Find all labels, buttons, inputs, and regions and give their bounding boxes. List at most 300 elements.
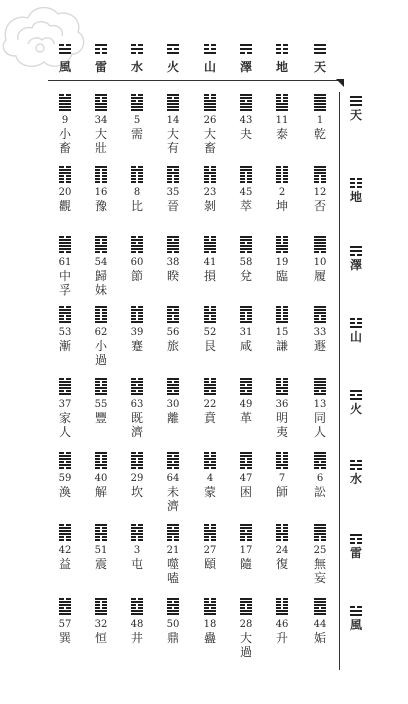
yin-line [59,178,64,180]
yin-line [138,536,143,538]
yang-line [240,309,252,311]
yin-line [283,236,288,238]
yang-line [59,309,71,311]
hexagram-number: 6 [316,473,324,484]
hexagram-number: 26 [203,115,217,126]
yang-line [167,610,179,612]
hexagram-icon [204,378,216,396]
hexagram-number: 39 [130,327,144,338]
yin-line [357,460,362,462]
yin-line [240,172,245,174]
yin-line [102,312,107,314]
hexagram-icon [276,94,288,112]
yang-line [204,52,216,54]
yin-line [131,166,136,168]
hexagram-name: 睽 [166,269,179,283]
yin-line [211,239,216,241]
yin-line [204,527,209,529]
hexagram-number: 61 [58,257,72,268]
yang-line [59,464,71,466]
yin-line [204,306,209,308]
yang-line [240,106,252,108]
yin-line [167,381,172,383]
yang-line [240,245,252,247]
yang-line [314,378,326,380]
yang-line [131,106,143,108]
yin-line [131,181,136,183]
hexagram-icon [240,166,252,184]
hexagram-icon [131,452,143,470]
yang-line [131,109,143,111]
yin-line [240,536,245,538]
yin-line [211,455,216,457]
yin-line [102,178,107,180]
yin-line [95,97,100,99]
yang-line [95,321,107,323]
yang-line [240,455,252,457]
yin-line [321,461,326,463]
yang-line [131,455,143,457]
yin-line [240,181,245,183]
yang-line [59,312,71,314]
yang-line [240,464,252,466]
yang-line [240,94,252,96]
yin-line [138,166,143,168]
yin-line [174,251,179,253]
yang-line [167,598,179,600]
yin-line [314,390,319,392]
yin-line [102,461,107,463]
yin-line [276,524,281,526]
yin-line [283,44,288,46]
yin-line [138,178,143,180]
hexagram-number: 27 [203,545,217,556]
yin-line [283,318,288,320]
yin-line [167,536,172,538]
row-label: 風 [350,618,363,632]
yin-line [174,455,179,457]
hexagram-name: 益 [58,557,71,571]
yang-line [314,248,326,250]
hexagram-name: 大有 [166,127,179,155]
yang-line [59,387,71,389]
yang-line [240,321,252,323]
yin-line [131,44,136,46]
column-label: 天 [313,60,326,74]
yin-line [240,52,245,54]
yang-line [95,613,107,615]
hexagram-number: 63 [130,399,144,410]
hexagram-name: 萃 [239,199,252,213]
yang-line [131,321,143,323]
yin-line [59,539,64,541]
hexagram-number: 29 [130,473,144,484]
yin-line [102,239,107,241]
hexagram-icon [204,524,216,542]
yin-line [211,539,216,541]
yang-line [240,169,252,171]
yin-line [314,461,319,463]
yin-line [95,539,100,541]
yin-line [357,394,362,396]
yin-line [283,461,288,463]
yin-line [174,461,179,463]
header-trigram-icon [59,44,71,54]
yin-line [59,467,64,469]
yin-line [138,181,143,183]
yang-line [314,100,326,102]
yin-line [321,539,326,541]
yin-line [283,452,288,454]
hexagram-name: 觀 [58,199,71,213]
yin-line [240,175,245,177]
yang-line [276,464,288,466]
yin-line [95,242,100,244]
hexagram-icon [131,94,143,112]
column-label: 澤 [239,60,252,74]
hexagram-icon [314,598,326,616]
yin-line [102,458,107,460]
yin-line [59,306,64,308]
hexagram-name: 離 [166,411,179,425]
right-rule [339,92,340,670]
hexagram-icon [276,166,288,184]
hexagram-icon [167,236,179,254]
row-trigram-icon [350,460,362,470]
yin-line [240,467,245,469]
yin-line [95,604,100,606]
hexagram-icon [167,306,179,324]
hexagram-name: 臨 [275,269,288,283]
hexagram-name: 遯 [313,339,326,353]
hexagram-number: 46 [275,619,289,630]
hexagram-name: 咸 [239,339,252,353]
yin-line [138,251,143,253]
yang-line [167,312,179,314]
hexagram-name: 解 [94,485,107,499]
hexagram-number: 37 [58,399,72,410]
yang-line [314,109,326,111]
yin-line [138,539,143,541]
yin-line [283,166,288,168]
yang-line [167,306,179,308]
yin-line [247,251,252,253]
yin-line [102,601,107,603]
yin-line [283,94,288,96]
yin-line [211,178,216,180]
yin-line [102,315,107,317]
hexagram-icon [95,236,107,254]
yang-line [240,306,252,308]
yin-line [167,601,172,603]
hexagram-number: 30 [166,399,180,410]
yang-line [131,245,143,247]
yang-line [131,103,143,105]
yin-line [95,381,100,383]
hexagram-number: 41 [203,257,217,268]
hexagram-name: 師 [275,485,288,499]
hexagram-icon [131,236,143,254]
yin-line [102,172,107,174]
hexagram-icon [314,236,326,254]
hexagram-number: 9 [61,115,69,126]
hexagram-name: 頤 [203,557,216,571]
yin-line [174,175,179,177]
column-label: 水 [130,60,143,74]
yin-line [95,458,100,460]
yang-line [167,384,179,386]
yang-line [314,381,326,383]
yin-line [204,166,209,168]
hexagram-icon [276,452,288,470]
yang-line [204,613,216,615]
column-label: 風 [58,60,71,74]
hexagram-number: 51 [94,545,108,556]
yang-line [59,321,71,323]
yin-line [66,607,71,609]
row-label: 火 [350,402,363,416]
yin-line [247,242,252,244]
yang-line [131,239,143,241]
yang-line [204,387,216,389]
hexagram-icon [314,524,326,542]
hexagram-name: 損 [203,269,216,283]
yin-line [204,461,209,463]
yin-line [138,378,143,380]
yin-line [131,539,136,541]
yin-line [66,524,71,526]
hexagram-name: 升 [275,631,288,645]
yin-line [283,100,288,102]
hexagram-number: 42 [58,545,72,556]
yang-line [59,604,71,606]
yin-line [321,315,326,317]
yang-line [59,533,71,535]
hexagram-number: 57 [58,619,72,630]
hexagram-name: 歸妹 [94,269,107,297]
hexagram-number: 45 [239,187,253,198]
yang-line [131,464,143,466]
yang-line [95,452,107,454]
yin-line [138,390,143,392]
yin-line [276,236,281,238]
header-trigram-icon [95,44,107,54]
hexagram-name: 渙 [58,485,71,499]
yin-line [204,48,209,50]
yang-line [204,610,216,612]
yin-line [247,318,252,320]
hexagram-icon [167,378,179,396]
yin-line [59,390,64,392]
yin-line [283,607,288,609]
yin-line [283,604,288,606]
yin-line [247,539,252,541]
yin-line [204,315,209,317]
yang-line [131,97,143,99]
hexagram-name: 夬 [239,127,252,141]
yang-line [167,245,179,247]
row-trigram-icon [350,390,362,400]
hexagram-number: 25 [313,545,327,556]
yin-line [211,381,216,383]
hexagram-number: 11 [275,115,289,126]
yin-line [131,524,136,526]
yang-line [314,239,326,241]
yin-line [283,178,288,180]
yang-line [59,169,71,171]
yin-line [167,97,172,99]
yin-line [204,309,209,311]
yang-line [59,48,71,50]
hexagram-icon [167,598,179,616]
yang-line [167,524,179,526]
yang-line [204,100,216,102]
hexagram-number: 58 [239,257,253,268]
yin-line [283,527,288,529]
hexagram-name: 比 [130,199,143,213]
yin-line [131,452,136,454]
yin-line [283,306,288,308]
yin-line [350,606,355,608]
yin-line [357,182,362,184]
yang-line [314,455,326,457]
hexagram-name: 泰 [275,127,288,141]
yang-line [314,236,326,238]
yang-line [240,387,252,389]
hexagram-icon [131,306,143,324]
yin-line [167,175,172,177]
yin-line [174,536,179,538]
hexagram-icon [95,94,107,112]
yin-line [102,527,107,529]
yang-line [59,245,71,247]
yin-line [283,52,288,54]
hexagram-name: 剝 [203,199,216,213]
yang-line [314,94,326,96]
yin-line [66,467,71,469]
yin-line [247,390,252,392]
yin-line [95,52,100,54]
header-trigram-icon [131,44,143,54]
hexagram-number: 44 [313,619,327,630]
hexagram-name: 節 [130,269,143,283]
yang-line [276,387,288,389]
yin-line [211,97,216,99]
yin-line [59,598,64,600]
hexagram-number: 8 [133,187,141,198]
hexagram-icon [240,94,252,112]
yang-line [204,321,216,323]
yin-line [276,390,281,392]
hexagram-name: 巽 [58,631,71,645]
yin-line [314,175,319,177]
yin-line [102,318,107,320]
hexagram-number: 23 [203,187,217,198]
yang-line [240,44,252,46]
yang-line [314,458,326,460]
yin-line [350,460,355,462]
yin-line [276,175,281,177]
yang-line [131,387,143,389]
hexagram-number: 24 [275,545,289,556]
yang-line [314,598,326,600]
yang-line [167,236,179,238]
yin-line [276,381,281,383]
yin-line [204,598,209,600]
yin-line [138,458,143,460]
yin-line [102,530,107,532]
yang-line [350,390,362,392]
yin-line [204,467,209,469]
yin-line [59,607,64,609]
yang-line [240,452,252,454]
yin-line [174,309,179,311]
yin-line [95,309,100,311]
hexagram-icon [314,452,326,470]
yin-line [211,44,216,46]
yin-line [211,598,216,600]
yang-line [204,103,216,105]
yin-line [59,315,64,317]
yin-line [66,598,71,600]
yin-line [59,461,64,463]
yin-line [283,467,288,469]
yin-line [131,312,136,314]
yin-line [95,455,100,457]
yin-line [131,315,136,317]
yin-line [204,178,209,180]
yin-line [95,461,100,463]
yin-line [314,536,319,538]
hexagram-icon [59,524,71,542]
yin-line [247,315,252,317]
yang-line [59,106,71,108]
yin-line [276,536,281,538]
yang-line [204,458,216,460]
yin-line [174,315,179,317]
yang-line [59,384,71,386]
yang-line [59,613,71,615]
yin-line [66,94,71,96]
yang-line [59,393,71,395]
yin-line [138,315,143,317]
yin-line [102,169,107,171]
hexagram-icon [167,94,179,112]
yin-line [283,312,288,314]
yin-line [247,530,252,532]
yin-line [314,315,319,317]
yin-line [283,601,288,603]
hexagram-name: 小過 [94,339,107,367]
hexagram-icon [95,306,107,324]
yang-line [59,381,71,383]
yin-line [167,467,172,469]
hexagram-number: 55 [94,399,108,410]
yang-line [240,527,252,529]
yang-line [204,530,216,532]
yin-line [240,242,245,244]
yin-line [204,236,209,238]
yin-line [276,97,281,99]
yang-line [240,97,252,99]
hexagram-icon [204,452,216,470]
yin-line [102,539,107,541]
yang-line [276,613,288,615]
yin-line [283,169,288,171]
header-trigram-icon [204,44,216,54]
yin-line [276,251,281,253]
hexagram-name: 隨 [239,557,252,571]
